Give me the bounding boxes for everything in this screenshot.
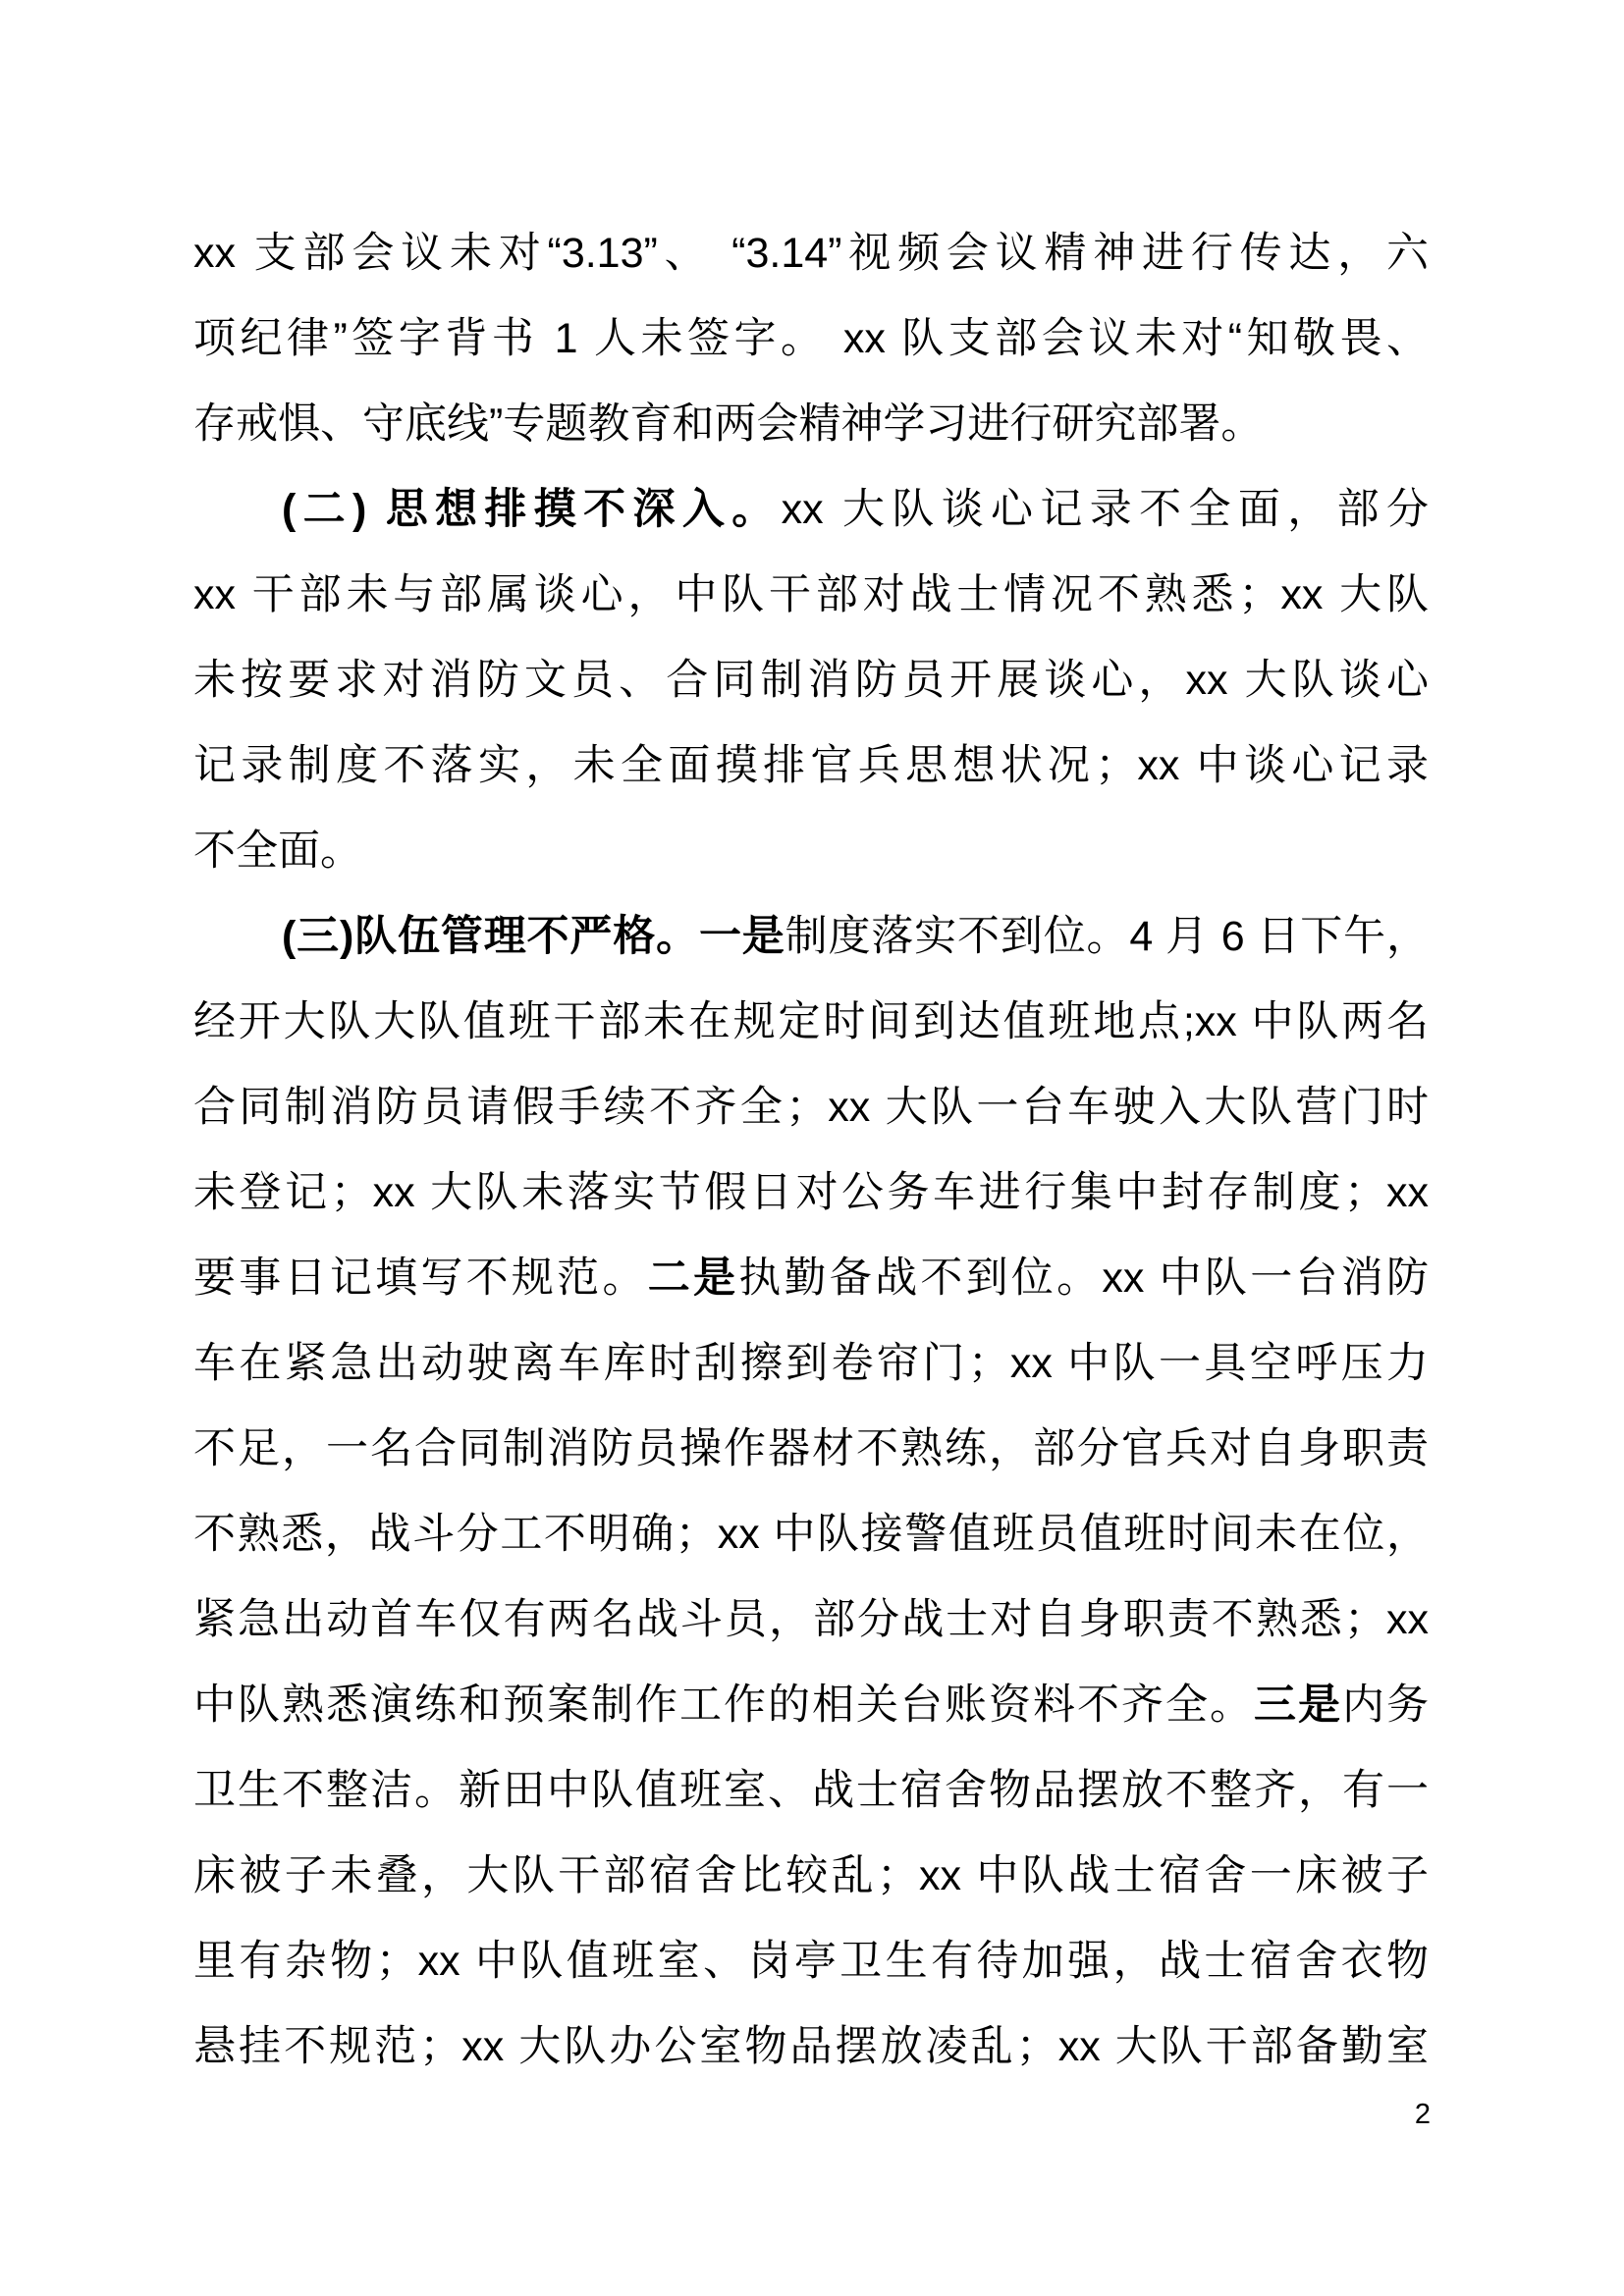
text-segment: 不足，一名合同制消防员操作器材不熟练，部分官兵对自身职责 — [193, 1425, 1429, 1472]
text-segment: 要事日记填写不规范。 — [193, 1255, 648, 1302]
text-segment: 执勤备战不到位。xx 中队一台消防 — [738, 1255, 1430, 1302]
text-line — [193, 1919, 1429, 2004]
bold-text-segment: (二) 思想排摸不深入。 — [282, 486, 782, 533]
text-line — [193, 638, 1429, 723]
text-segment: xx 大队谈心记录不全面，部分 — [781, 486, 1429, 533]
text-line — [193, 211, 1429, 296]
text-line — [193, 1492, 1429, 1577]
text-line — [193, 382, 1429, 467]
text-segment: 制度落实不到位。4 月 6 日下午， — [785, 913, 1429, 960]
text-segment: 合同制消防员请假手续不齐全；xx 大队一台车驶入大队营门时 — [193, 1084, 1429, 1131]
text-segment: 车在紧急出动驶离车库时刮擦到卷帘门；xx 中队一具空呼压力 — [193, 1340, 1429, 1387]
text-line — [193, 809, 1429, 894]
text-line — [193, 1321, 1429, 1407]
text-line — [193, 2004, 1429, 2090]
text-line — [193, 1236, 1429, 1321]
text-segment: 存戒惧、守底线”专题教育和两会精神学习进行研究部署。 — [193, 400, 1264, 448]
bold-text-segment: (三)队伍管理不严格。一是 — [282, 913, 785, 960]
text-segment: 卫生不整洁。新田中队值班室、战士宿舍物品摆放不整齐，有一 — [193, 1767, 1429, 1814]
bold-text-segment: 三是 — [1254, 1682, 1342, 1729]
text-line — [193, 553, 1429, 638]
text-segment: 未登记；xx 大队未落实节假日对公务车进行集中封存制度；xx — [193, 1169, 1429, 1216]
text-segment: 不全面。 — [193, 828, 362, 875]
text-line — [193, 1663, 1429, 1748]
text-segment: xx 干部未与部属谈心，中队干部对战士情况不熟悉；xx 大队 — [193, 571, 1429, 618]
text-segment: 床被子未叠，大队干部宿舍比较乱；xx 中队战士宿舍一床被子 — [193, 1852, 1429, 1899]
text-line — [193, 1407, 1429, 1492]
text-line — [193, 1834, 1429, 1919]
text-line — [193, 1748, 1429, 1834]
text-line — [193, 1150, 1429, 1236]
text-line — [193, 1577, 1429, 1663]
text-segment: 紧急出动首车仅有两名战斗员，部分战士对自身职责不熟悉；xx — [193, 1596, 1429, 1643]
text-segment: 未按要求对消防文员、合同制消防员开展谈心，xx 大队谈心 — [193, 657, 1429, 704]
bold-text-segment: 二是 — [647, 1255, 739, 1302]
text-segment: 项纪律”签字背书 1 人未签字。 xx 队支部会议未对“知敬畏、 — [193, 315, 1429, 362]
text-segment: 不熟悉，战斗分工不明确；xx 中队接警值班员值班时间未在位， — [193, 1511, 1429, 1558]
text-segment: 内务 — [1342, 1682, 1429, 1729]
text-line — [193, 1065, 1429, 1150]
text-line — [193, 296, 1429, 382]
text-segment: 经开大队大队值班干部未在规定时间到达值班地点;xx 中队两名 — [193, 998, 1429, 1045]
page-number: 2 — [1414, 2099, 1431, 2130]
text-segment: 记录制度不落实，未全面摸排官兵思想状况；xx 中谈心记录 — [193, 742, 1429, 789]
text-line — [193, 894, 1429, 980]
text-line — [193, 980, 1429, 1065]
text-segment: 中队熟悉演练和预案制作工作的相关台账资料不齐全。 — [193, 1682, 1254, 1729]
text-line — [193, 467, 1429, 553]
text-segment: 里有杂物；xx 中队值班室、岗亭卫生有待加强，战士宿舍衣物 — [193, 1938, 1429, 1985]
text-line — [193, 723, 1429, 809]
document-body — [193, 211, 1429, 2090]
text-segment: xx 支部会议未对“3.13”、 “3.14”视频会议精神进行传达，六 — [193, 230, 1429, 277]
text-segment: 悬挂不规范；xx 大队办公室物品摆放凌乱；xx 大队干部备勤室 — [193, 2023, 1429, 2070]
